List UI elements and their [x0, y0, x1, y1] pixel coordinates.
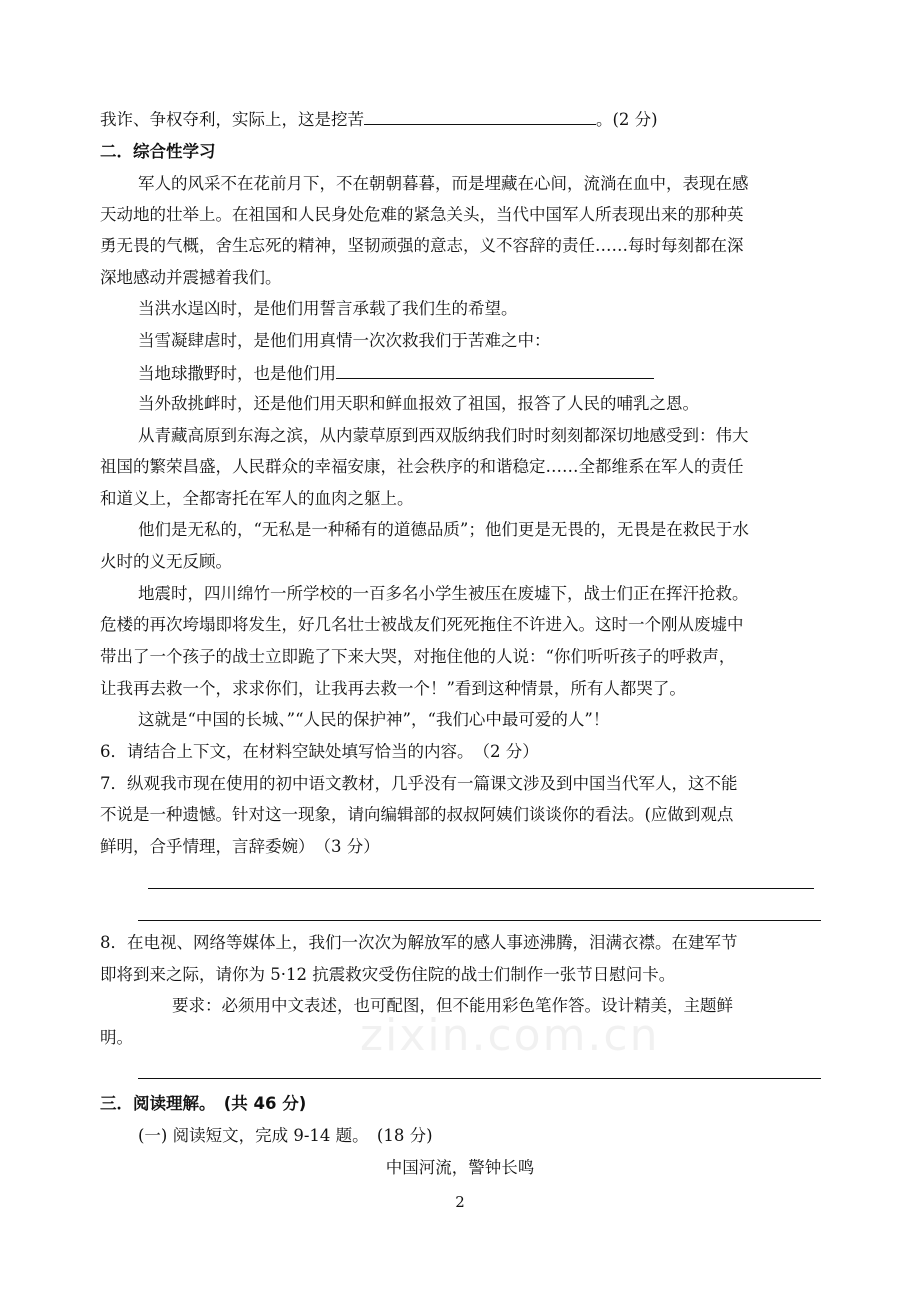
paragraph-line: 从青藏高原到东海之滨，从内蒙草原到西双版纳我们时时刻刻都深切地感受到：伟大 [138, 426, 749, 445]
enemy-line: 当外敌挑衅时，还是他们用天职和鲜血报效了祖国，报答了人民的哺乳之恩。 [138, 394, 699, 413]
answer-line[interactable] [148, 888, 814, 889]
earth-text: 当地球撒野时，也是他们用 [138, 364, 336, 383]
paragraph-line: 深地感动并震撼着我们。 [100, 268, 282, 287]
question-5-score: 。(2 分) [596, 110, 658, 129]
answer-line[interactable] [138, 1078, 821, 1079]
earth-line [138, 362, 822, 385]
question-8-requirement: 要求：必须用中文表述，也可配图，但不能用彩色笔作答。设计精美，主题鲜 [172, 996, 733, 1015]
article-title: 中国河流，警钟长鸣 [385, 1158, 535, 1177]
snow-line: 当雪凝肆虐时，是他们用真情一次次救我们于苦难之中： [138, 331, 551, 350]
answer-line[interactable] [138, 920, 821, 921]
paragraph-line: 他们是无私的，“无私是一种稀有的道德品质”；他们更是无畏的，无畏是在救民于水 [138, 520, 749, 539]
watermark: zixin.com.cn [360, 1010, 660, 1061]
question-6: 6．请结合上下文，在材料空缺处填写恰当的内容。 （2 分） [100, 742, 539, 761]
question-8-line: 8．在电视、网络等媒体上，我们一次次为解放军的感人事迹沸腾，泪满衣襟。在建军节 [100, 933, 738, 952]
paragraph-line: 祖国的繁荣昌盛，人民群众的幸福安康，社会秩序的和谐稳定……全都维系在军人的责任 [100, 457, 744, 476]
paragraph-line: 天动地的壮举上。在祖国和人民身处危难的紧急关头，当代中国军人所表现出来的那种英 [100, 205, 744, 224]
subsection-1-heading: (一) 阅读短文，完成 9-14 题。 (18 分) [138, 1126, 433, 1145]
question-5-tail [100, 108, 822, 131]
paragraph-line: 军人的风采不在花前月下，不在朝朝暮暮，而是埋藏在心间，流淌在血中，表现在感 [138, 174, 749, 193]
paragraph-line: 和道义上，全都寄托在军人的血肉之躯上。 [100, 489, 414, 508]
question-7-line: 鲜明，合乎情理，言辞委婉） （3 分） [100, 837, 380, 856]
paragraph-line: 地震时，四川绵竹一所学校的一百多名小学生被压在废墟下，战士们正在挥汗抢救。 [138, 584, 749, 603]
paragraph-line: 这就是“中国的长城、”“人民的保护神”，“我们心中最可爱的人”！ [138, 710, 610, 729]
paragraph-line: 勇无畏的气概，舍生忘死的精神，坚韧顽强的意志，义不容辞的责任……每时每刻都在深 [100, 236, 744, 255]
paragraph-line: 带出了一个孩子的战士立即跪了下来大哭，对拖住他的人说：“你们听听孩子的呼救声， [100, 647, 736, 666]
question-8-line: 即将到来之际，请你为 5·12 抗震救灾受伤住院的战士们制作一张节日慰问卡。 [100, 965, 676, 984]
answer-blank[interactable] [336, 362, 654, 379]
page-number: 2 [455, 1193, 465, 1211]
section-3-heading: 三．阅读理解。 (共 46 分) [100, 1094, 307, 1113]
question-7-line: 7．纵观我市现在使用的初中语文教材，几乎没有一篇课文涉及到中国当代军人，这不能 [100, 774, 738, 793]
question-7-line: 不说是一种遗憾。针对这一现象，请向编辑部的叔叔阿姨们谈谈你的看法。(应做到观点 [100, 805, 734, 824]
paragraph-line: 危楼的再次垮塌即将发生，好几名壮士被战友们死死拖住不许进入。这时一个刚从废墟中 [100, 615, 744, 634]
question-8-requirement: 明。 [100, 1028, 133, 1047]
paragraph-line: 让我再去救一个，求求你们，让我再去救一个！”看到这种情景，所有人都哭了。 [100, 679, 686, 698]
flood-line: 当洪水逞凶时，是他们用誓言承载了我们生的希望。 [138, 299, 518, 318]
section-2-heading: 二．综合性学习 [100, 142, 216, 161]
question-5-text: 我诈、争权夺利，实际上，这是挖苦 [100, 110, 364, 129]
answer-blank[interactable] [364, 108, 596, 125]
paragraph-line: 火时的义无反顾。 [100, 552, 232, 571]
